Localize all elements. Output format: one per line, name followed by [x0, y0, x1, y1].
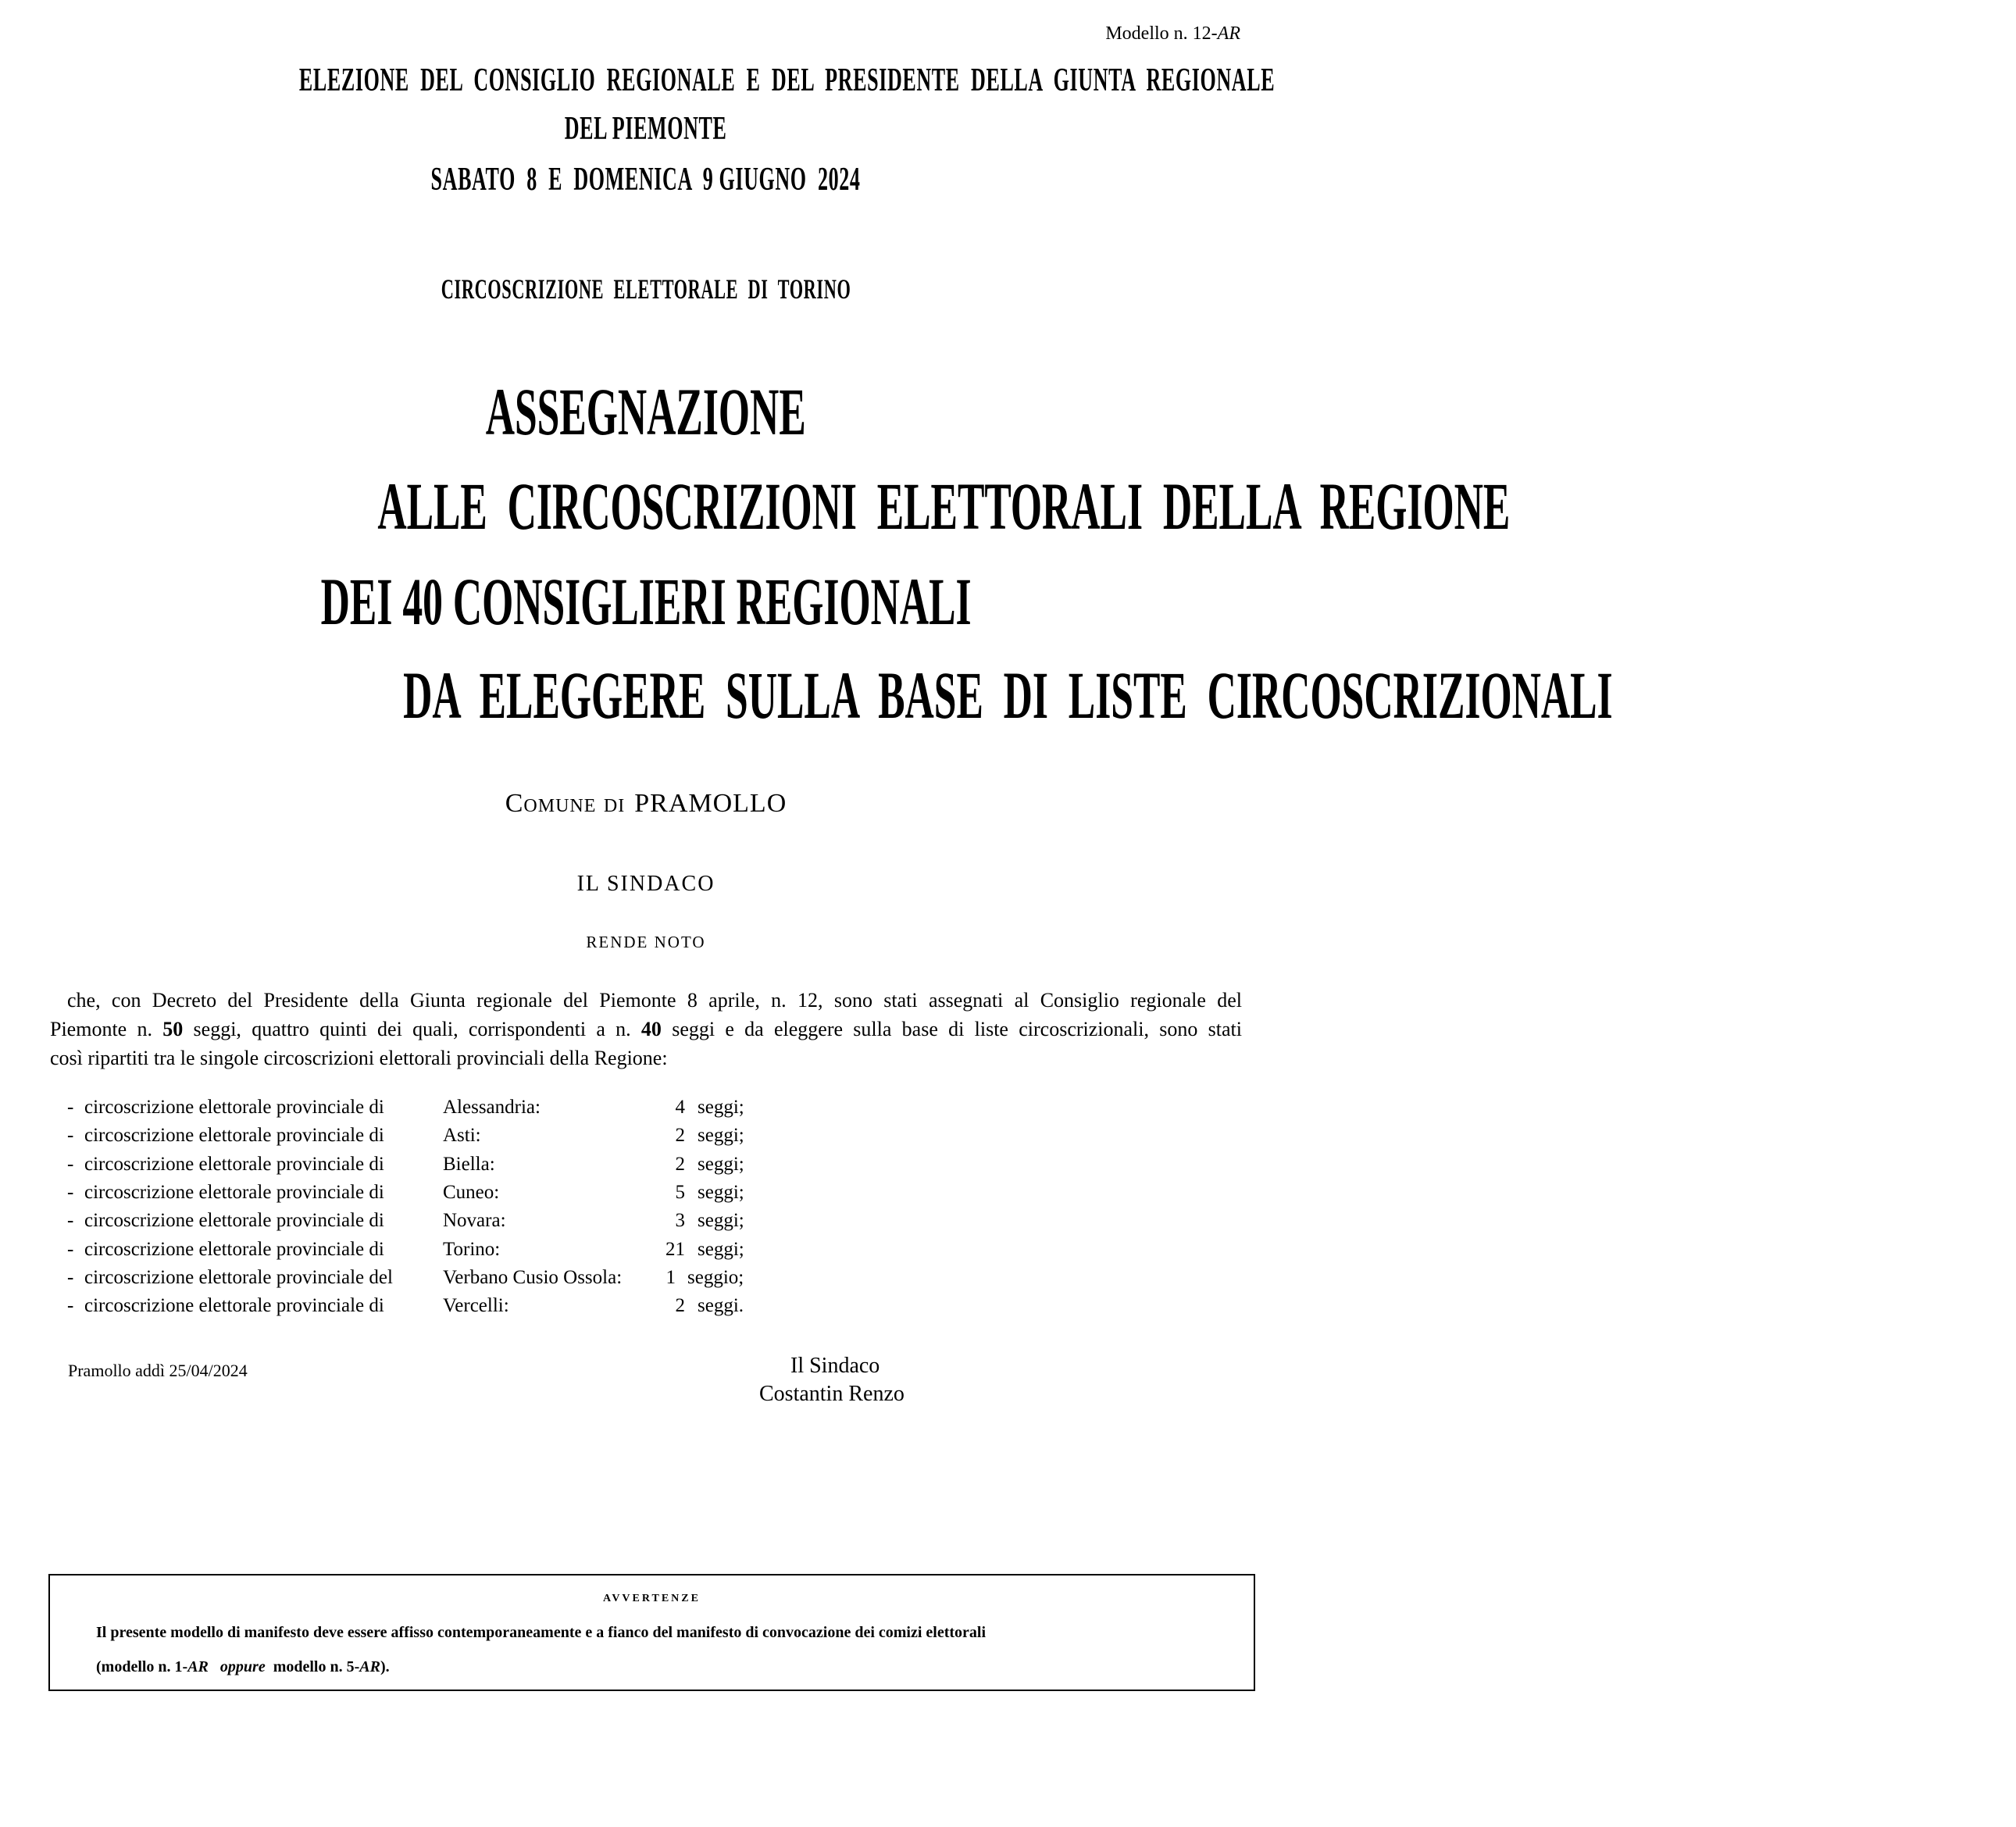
allocation-row: [0, 1210, 781, 1238]
allocation-seats: 2: [675, 1295, 685, 1317]
warnings-text: (modello n. 1-: [96, 1658, 188, 1675]
paragraph-line1: che, con Decreto del Presidente della Giunta regionale del Piemonte 8 aprile, n. 12, sono stati assegnati al Consiglio regionale del: [67, 989, 1242, 1012]
allocation-label: circoscrizione elettorale provinciale del: [84, 1266, 393, 1288]
main-title-text4: DA ELEGGERE SULLA BASE DI LISTE CIRCOSCRIZIONALI: [403, 658, 1613, 733]
paragraph-line2: [50, 1015, 1242, 1044]
warnings-box: [48, 1574, 1255, 1691]
main-title-line4: [0, 658, 1613, 733]
warnings-heading: AVVERTENZE: [603, 1593, 701, 1604]
warnings-line1: Il presente modello di manifesto deve essere affisso contemporaneamente e a fianco del manifesto di convocazione dei comizi elettorali: [96, 1624, 987, 1641]
main-title-line3: [0, 564, 1292, 639]
allocation-region: Alessandria:: [443, 1097, 541, 1118]
allocation-seats: 21: [665, 1238, 685, 1260]
region-heading: [0, 112, 1292, 145]
list-bullet: -: [67, 1266, 74, 1288]
municipality: [0, 789, 1292, 819]
allocation-row: [0, 1239, 781, 1267]
model-number-suffix: AR: [1217, 23, 1240, 44]
allocation-region: Biella:: [443, 1153, 495, 1175]
warnings-model-suffix: AR: [359, 1658, 380, 1675]
list-seats: 40: [640, 1018, 662, 1040]
allocation-unit: seggi;: [698, 1210, 744, 1232]
main-title-line2: [0, 469, 1511, 544]
election-heading-line1: ELEZIONE DEL CONSIGLIO REGIONALE E DEL PRESIDENTE DELLA GIUNTA REGIONALE: [298, 62, 1276, 98]
allocation-label: circoscrizione elettorale provinciale di: [84, 1295, 384, 1317]
allocation-unit: seggio;: [687, 1266, 744, 1288]
allocation-unit: seggi;: [698, 1181, 744, 1203]
allocation-row: [0, 1295, 781, 1323]
allocation-row: [0, 1125, 781, 1153]
allocation-label: circoscrizione elettorale provinciale di: [84, 1125, 384, 1147]
allocation-region: Vercelli:: [443, 1295, 509, 1317]
allocation-unit: seggi;: [698, 1238, 744, 1260]
allocation-seats: 5: [675, 1181, 685, 1203]
main-title-text2: ALLE CIRCOSCRIZIONI ELETTORALI DELLA REGIONE: [377, 469, 1511, 544]
constituency-heading: [0, 275, 1292, 303]
allocation-region: Cuneo:: [443, 1181, 500, 1203]
model-number: [1105, 23, 1240, 45]
allocation-label: circoscrizione elettorale provinciale di: [84, 1153, 384, 1175]
allocation-row: [0, 1267, 781, 1295]
mayor-heading: IL SINDACO: [576, 872, 715, 896]
total-seats: 50: [162, 1018, 184, 1040]
warnings-text: modello n. 5-: [273, 1658, 360, 1675]
allocation-row: [0, 1182, 781, 1210]
list-bullet: -: [67, 1181, 74, 1203]
warnings-model-suffix: AR: [187, 1658, 209, 1675]
allocation-seats: 4: [675, 1097, 685, 1118]
allocation-region: Novara:: [443, 1210, 506, 1232]
allocation-unit: seggi.: [698, 1295, 744, 1317]
list-bullet: -: [67, 1238, 74, 1260]
list-bullet: -: [67, 1125, 74, 1147]
main-title-text1: ASSEGNAZIONE: [485, 374, 807, 449]
municipality-label: Comune di: [505, 789, 626, 818]
paragraph-text: seggi, quattro quinti dei quali, corrispondenti a n.: [183, 1018, 641, 1040]
allocation-row: [0, 1154, 781, 1182]
signature-role: Il Sindaco: [790, 1354, 880, 1378]
allocation-region: Verbano Cusio Ossola:: [443, 1266, 623, 1288]
allocation-unit: seggi;: [698, 1125, 744, 1147]
region-heading-text: DEL PIEMONTE: [565, 111, 727, 147]
announcement-heading: RENDE NOTO: [586, 933, 706, 951]
paragraph-text: seggi e da eleggere sulla base di liste circoscrizionali, sono stati: [661, 1018, 1242, 1040]
allocation-seats: 2: [675, 1153, 685, 1175]
election-heading: [0, 64, 1292, 97]
place-and-date: Pramollo addì 25/04/2024: [68, 1361, 248, 1380]
municipality-name: PRAMOLLO: [634, 789, 787, 818]
list-bullet: -: [67, 1097, 74, 1118]
constituency-heading-text: CIRCOSCRIZIONE ELETTORALE DI TORINO: [441, 273, 851, 305]
allocation-region: Asti:: [443, 1125, 481, 1147]
allocation-label: circoscrizione elettorale provinciale di: [84, 1210, 384, 1232]
allocation-unit: seggi;: [698, 1153, 744, 1175]
allocation-seats: 1: [665, 1266, 676, 1288]
allocation-region: Torino:: [443, 1238, 501, 1260]
allocation-label: circoscrizione elettorale provinciale di: [84, 1181, 384, 1203]
warnings-line2: [96, 1658, 390, 1676]
list-bullet: -: [67, 1210, 74, 1232]
list-bullet: -: [67, 1153, 74, 1175]
main-title-line1: [0, 374, 1292, 449]
model-number-prefix: Modello n. 12-: [1105, 23, 1218, 44]
allocation-label: circoscrizione elettorale provinciale di: [84, 1097, 384, 1118]
allocation-seats: 2: [675, 1125, 685, 1147]
allocation-unit: seggi;: [698, 1097, 744, 1118]
paragraph-line3: così ripartiti tra le singole circoscrizioni elettorali provinciali della Regione:: [50, 1047, 668, 1069]
warnings-oppure: oppure: [219, 1658, 266, 1675]
election-date: [0, 163, 1292, 196]
allocation-label: circoscrizione elettorale provinciale di: [84, 1238, 384, 1260]
election-date-text: SABATO 8 E DOMENICA 9 GIUGNO 2024: [431, 162, 861, 198]
allocation-seats: 3: [675, 1210, 685, 1232]
main-title-text3: DEI 40 CONSIGLIERI REGIONALI: [320, 564, 972, 639]
signature-name: Costantin Renzo: [759, 1382, 905, 1406]
list-bullet: -: [67, 1295, 74, 1317]
paragraph-text: Piemonte n.: [50, 1018, 163, 1040]
allocation-row: [0, 1097, 781, 1125]
warnings-text: ).: [380, 1658, 390, 1675]
